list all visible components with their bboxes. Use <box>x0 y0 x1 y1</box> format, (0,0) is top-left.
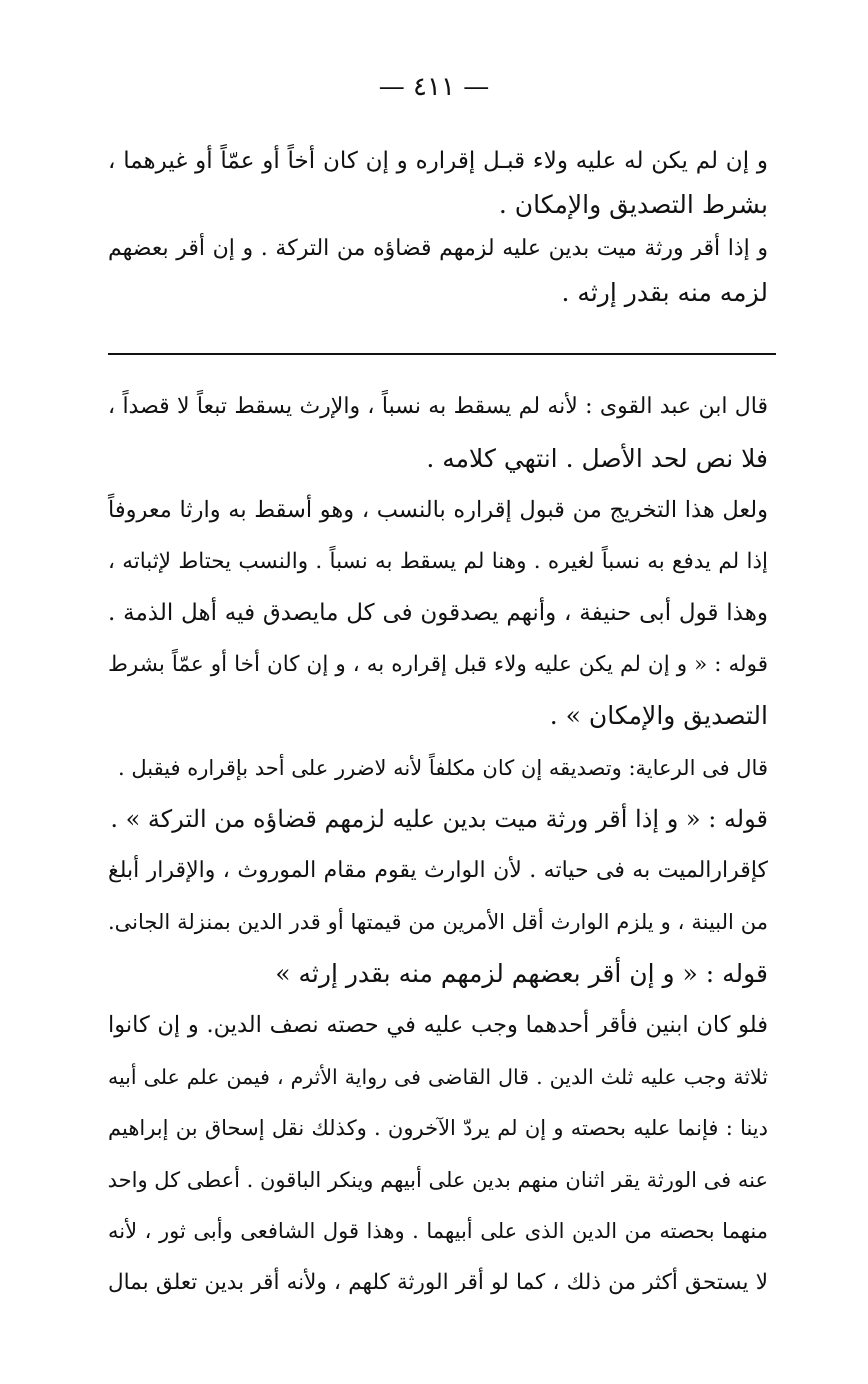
commentary-line: فلا نص لحد الأصل . انتهي كلامه . <box>426 443 768 473</box>
commentary-text <box>108 390 768 1317</box>
commentary-line: إذا لم يدفع به نسباً لغيره . وهنا لم يسقط به نسباً . والنسب يحتاط لإثباته ، <box>108 548 768 574</box>
main-text <box>108 144 768 310</box>
commentary-line: دينا : فإنما عليه بحصته و إن لم يردّ الآخرون . وكذلك نقل إسحاق بن إبراهيم <box>108 1116 768 1140</box>
commentary-line: قوله : « و إن أقر بعضهم لزمهم منه بقدر إرثه » <box>275 958 768 988</box>
section-divider <box>108 353 776 355</box>
commentary-line: قال فى الرعاية: وتصديقه إن كان مكلفاً لأنه لاضرر على أحد بإقراره فيقبل . <box>118 755 768 780</box>
commentary-line: التصديق والإمكان » . <box>549 701 768 730</box>
commentary-line: لا يستحق أكثر من ذلك ، كما لو أقر الورثة كلهم ، ولأنه أقر بدين تعلق بمال <box>108 1269 768 1295</box>
commentary-line: قوله : « و إن لم يكن عليه ولاء قبل إقراره به ، و إن كان أخا أو عمّاً بشرط <box>108 651 768 677</box>
commentary-line: ولعل هذا التخريج من قبول إقراره بالنسب ، وهو أسقط به وارثا معروفاً <box>108 497 768 523</box>
commentary-line: كإقرارالميت به فى حياته . لأن الوارث يقوم مقام الموروث ، والإقرار أبلغ <box>108 857 768 883</box>
main-text-line: لزمه منه بقدر إرثه . <box>561 278 768 307</box>
commentary-line: عنه فى الورثة يقر اثنان منهم بدين على أبيهم وينكر الباقون . أعطى كل واحد <box>107 1167 768 1192</box>
page-number: — ٤١١ — <box>378 72 490 102</box>
commentary-line: قال ابن عبد القوى : لأنه لم يسقط به نسباً ، والإرث يسقط تبعاً لا قصداً ، <box>108 394 768 419</box>
commentary-line: فلو كان ابنين فأقر أحدهما وجب عليه في حصته نصف الدين. و إن كانوا <box>108 1012 768 1038</box>
commentary-line: منهما بحصته من الدين الذى على أبيهما . وهذا قول الشافعى وأبى ثور ، لأنه <box>108 1219 768 1243</box>
main-text-line: و إن لم يكن له عليه ولاء قبـل إقراره و إن كان أخاً أو عمّاً أو غيرهما ، <box>108 148 768 174</box>
commentary-line: ثلاثة وجب عليه ثلث الدين . قال القاضى فى رواية الأثرم ، فيمن علم على أبيه <box>108 1064 768 1089</box>
main-text-line: و إذا أقر ورثة ميت بدين عليه لزمهم قضاؤه من التركة . و إن أقر بعضهم <box>108 236 768 261</box>
commentary-line: وهذا قول أبى حنيفة ، وأنهم يصدقون فى كل مايصدق فيه أهل الذمة . <box>108 600 768 626</box>
commentary-line: قوله : « و إذا أقر ورثة ميت بدين عليه لزمهم قضاؤه من التركة » . <box>110 805 768 833</box>
commentary-line: من البينة ، و يلزم الوارث أقل الأمرين من قيمتها أو قدر الدين بمنزلة الجانى. <box>108 910 768 934</box>
main-text-line: بشرط التصديق والإمكان . <box>498 190 768 219</box>
